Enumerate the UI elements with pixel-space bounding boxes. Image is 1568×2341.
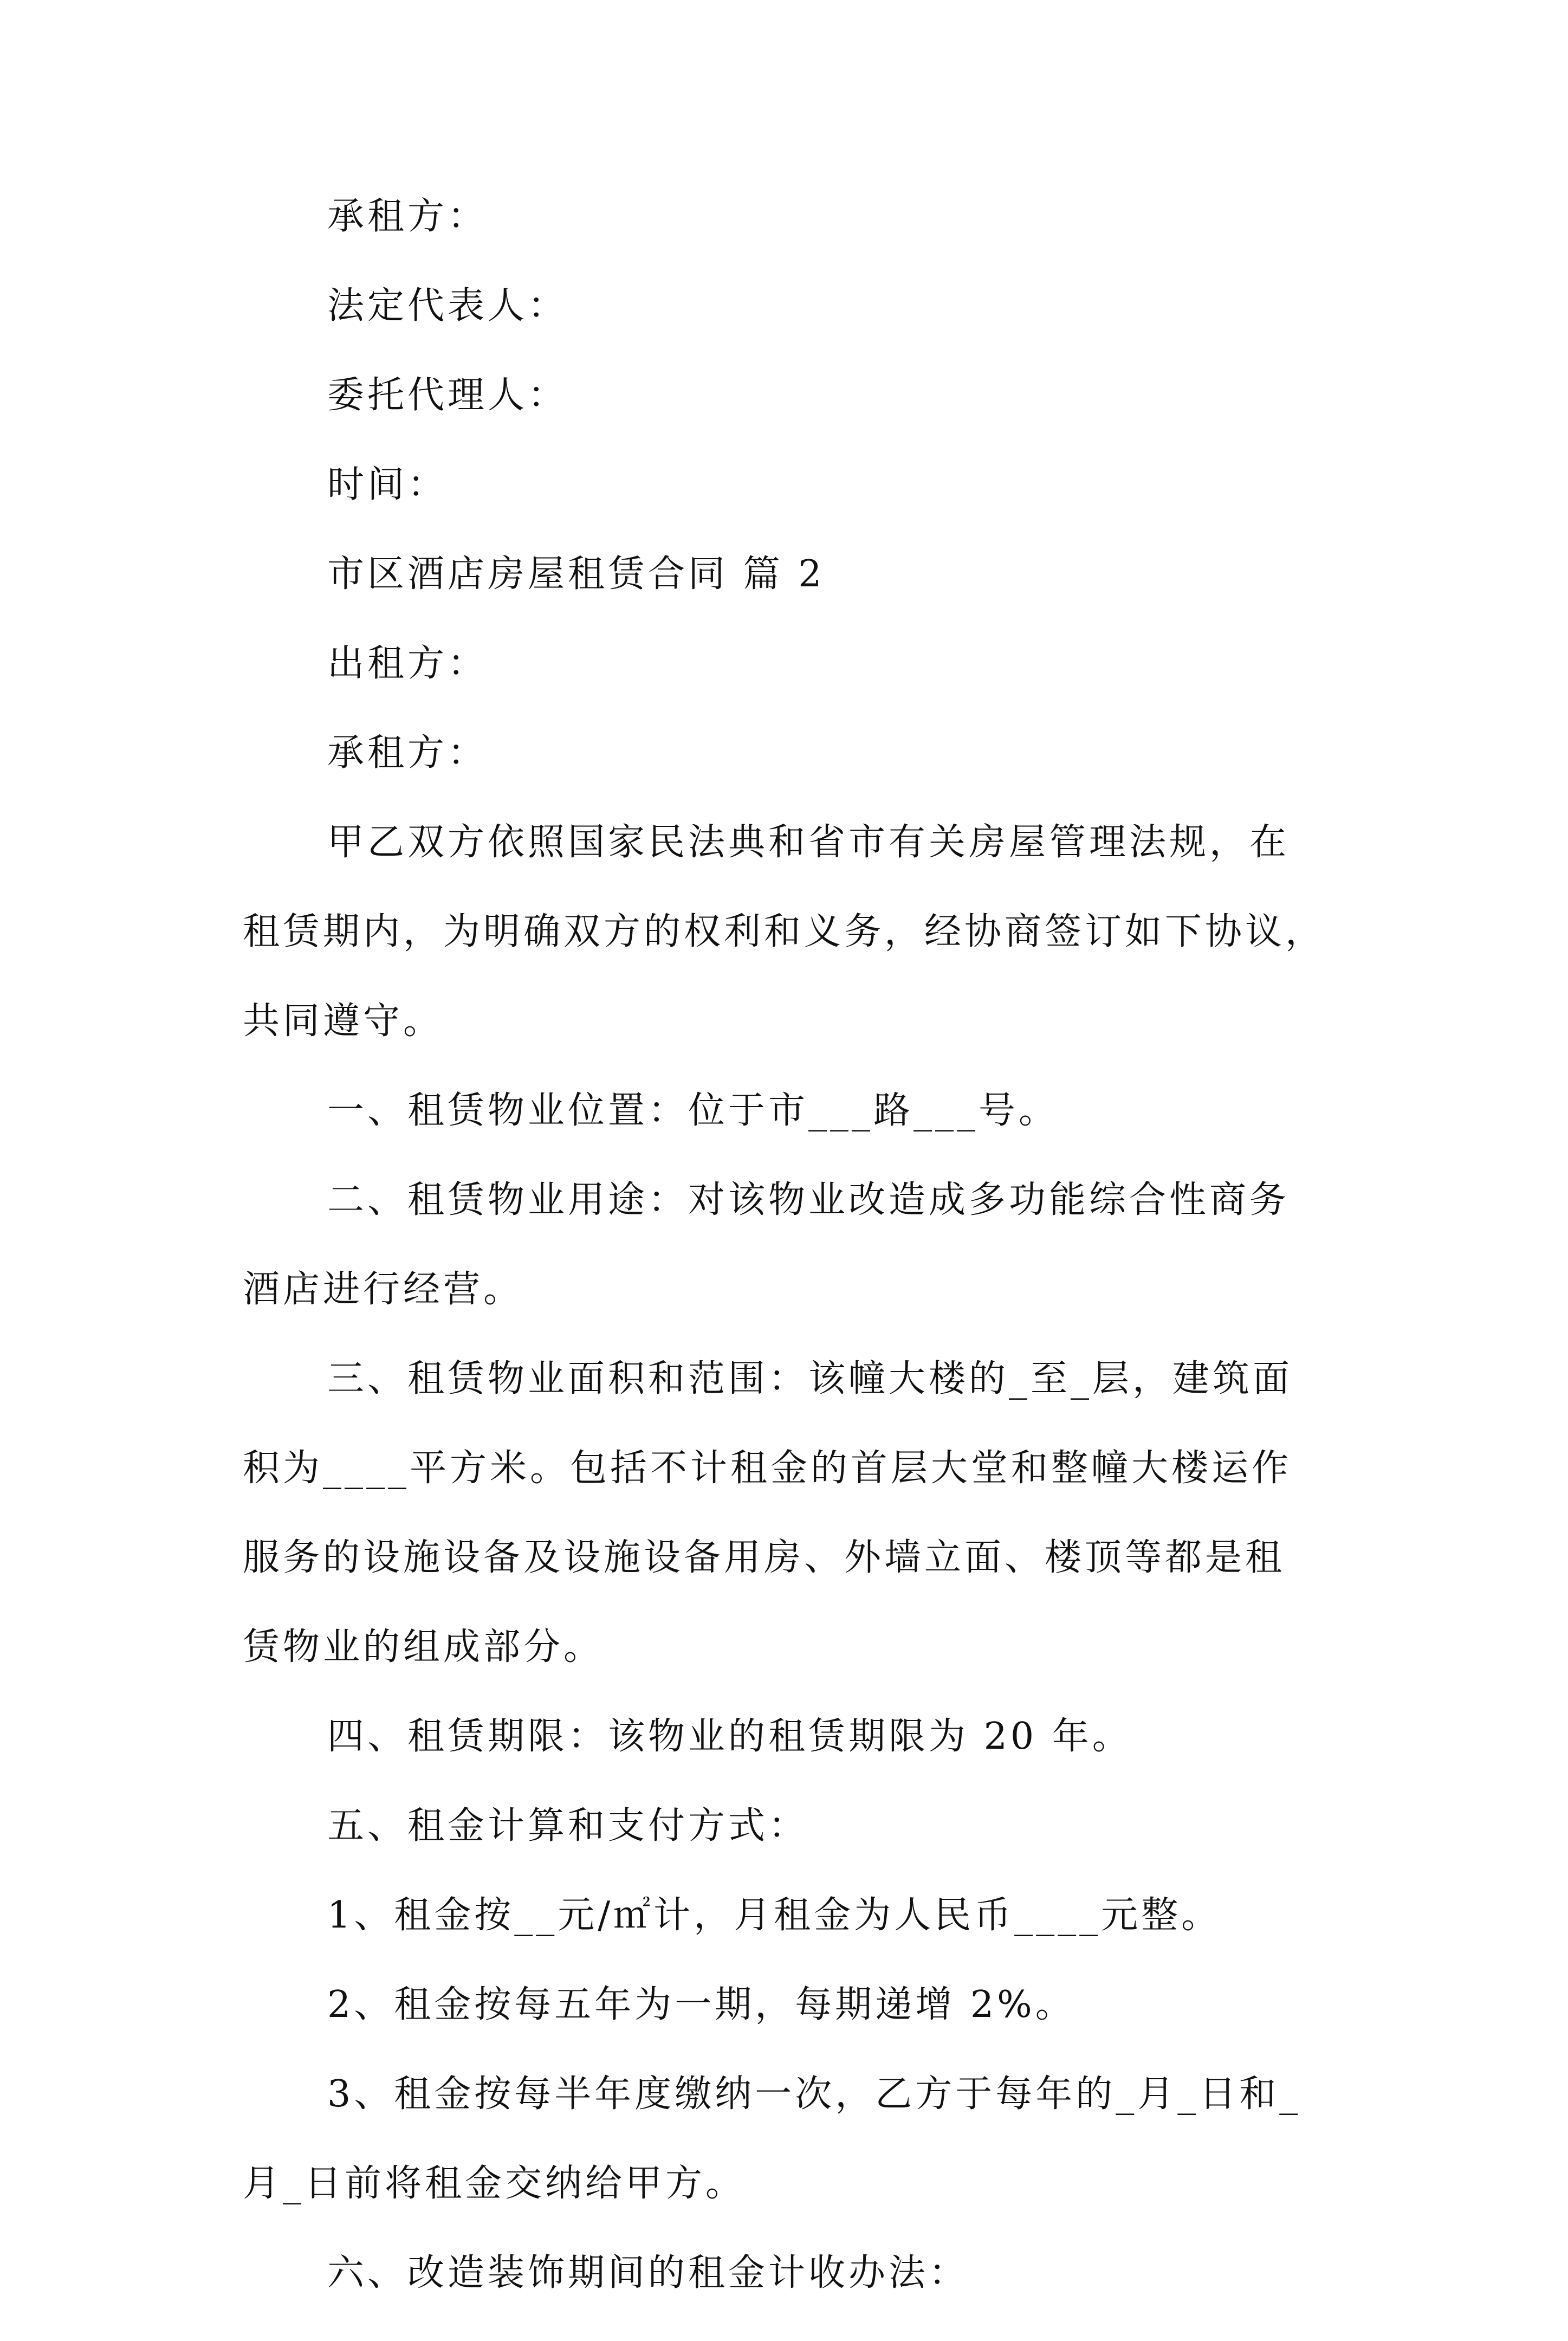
paragraph-line: 三、租赁物业面积和范围：该幢大楼的_至_层，建筑面 [327,1357,1293,1400]
lessee-line-2: 承租方： [327,732,488,774]
clause-2 [243,1179,1337,1311]
contract-title: 市区酒店房屋租赁合同 篇 2 [327,553,825,596]
clause-5-item-3 [243,2073,1337,2206]
paragraph-line: 四、租赁期限：该物业的租赁期限为 20 年。 [327,1715,1132,1758]
paragraph-line: 赁物业的组成部分。 [243,1626,604,1669]
paragraph-line: 甲乙双方依照国家民法典和省市有关房屋管理法规，在 [327,821,1290,864]
paragraph-line: 租赁期内，为明确双方的权利和义务，经协商签订如下协议， [243,910,1326,953]
paragraph-line: 二、租赁物业用途：对该物业改造成多功能综合性商务 [327,1179,1290,1221]
lessee-line: 承租方： [327,195,488,238]
clause-5-item-1 [243,1894,1337,1937]
lessor-line: 出租方： [327,642,488,685]
clause-4 [243,1715,1337,1758]
paragraph-line: 月_日前将租金交纳给甲方。 [243,2162,746,2205]
document-page [243,195,1337,2341]
paragraph-line: 积为____平方米。包括不计租金的首层大堂和整幢大楼运作 [243,1447,1292,1490]
paragraph-line: 酒店进行经营。 [243,1268,524,1311]
paragraph-line: 2、租金按每五年为一期，每期递增 2%。 [327,1983,1075,2026]
paragraph-line: 3、租金按每半年度缴纳一次，乙方于每年的_月_日和_ [327,2073,1301,2116]
paragraph-line: 五、租金计算和支付方式： [327,1805,809,1847]
paragraph-line: 1、租金按__元/㎡计，月租金为人民币____元整。 [327,1894,1222,1937]
preamble-paragraph [243,821,1337,1043]
paragraph-line: 共同遵守。 [243,1000,444,1043]
clause-1 [243,1089,1337,1133]
paragraph-line: 一、租赁物业位置：位于市___路___号。 [327,1089,1059,1132]
clause-3 [243,1357,1337,1669]
clause-5-item-2 [243,1983,1337,2027]
date-line: 时间： [327,463,448,506]
clause-5 [243,1805,1337,1848]
paragraph-line: 服务的设施设备及设施设备用房、外墙立面、楼顶等都是租 [243,1536,1286,1579]
clause-6 [243,2252,1337,2295]
paragraph-line: 六、改造装饰期间的租金计收办法： [327,2252,969,2294]
legal-representative-line: 法定代表人： [327,284,568,327]
authorized-agent-line: 委托代理人： [327,374,568,417]
